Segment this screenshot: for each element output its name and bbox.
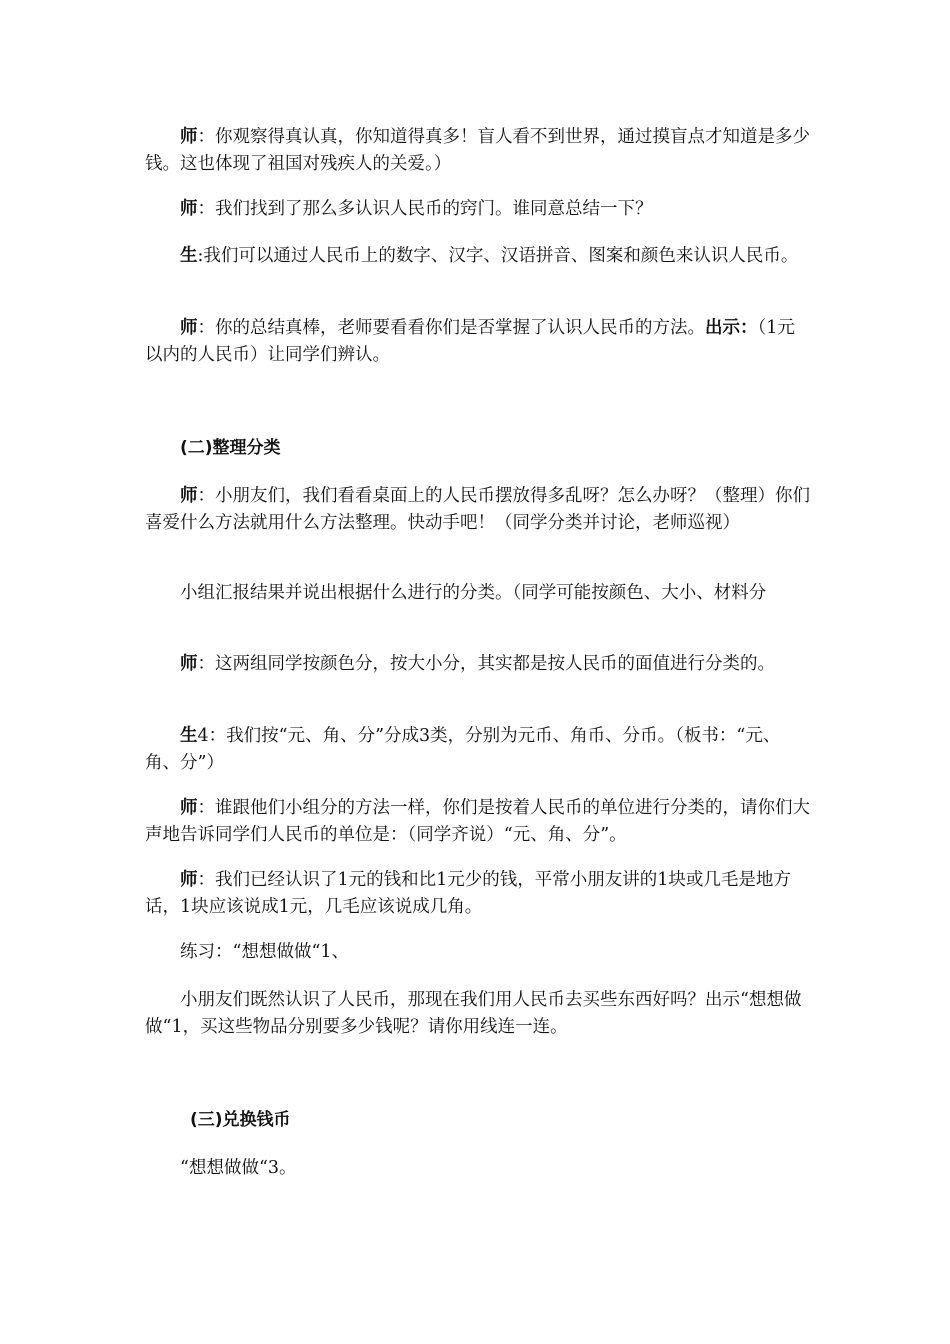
paragraph-text: ：你的总结真棒，老师要看看你们是否掌握了认识人民币的方法。 xyxy=(197,318,705,338)
paragraph-teacher-units xyxy=(145,795,810,849)
paragraph-text: :我们可以通过人民币上的数字、汉字、汉语拼音、图案和颜色来认识人民币。 xyxy=(197,246,799,266)
section-heading-3: (三)兑换钱币 xyxy=(190,1110,291,1130)
paragraph-exercise-3 xyxy=(145,1155,810,1182)
paragraph-text: ：我们找到了那么多认识人民币的窍门。谁同意总结一下？ xyxy=(197,199,653,219)
paragraph-text: 4：我们按“元、角、分”分成3类，分别为元币、角币、分币。（板书：“元、角、分”） xyxy=(145,726,781,773)
speaker-label: 生 xyxy=(180,726,198,746)
paragraph-text: 练习：“想想做做“1、 xyxy=(180,942,350,962)
paragraph-text: ：这两组同学按颜色分，按大小分，其实都是按人民币的面值进行分类的。 xyxy=(197,654,775,674)
paragraph-group-report xyxy=(145,580,810,607)
paragraph-text: ：我们已经认识了1元的钱和比1元少的钱，平常小朋友讲的1块或几毛是地方话，1块应该说成1元，几毛应该说成几角。 xyxy=(145,870,791,917)
paragraph-teacher-summary-question xyxy=(145,196,810,223)
paragraph-teacher-dialect xyxy=(145,867,810,921)
section-heading-2: (二)整理分类 xyxy=(180,438,281,458)
paragraph-student-summary xyxy=(145,243,810,270)
bold-label: 出示： xyxy=(705,318,758,338)
paragraph-text: ：谁跟他们小组分的方法一样，你们是按着人民币的单位进行分类的，请你们大声地告诉同学们人民币的单位是：（同学齐说）“元、角、分”。 xyxy=(145,798,810,845)
paragraph-student-units xyxy=(145,723,810,777)
speaker-label: 师 xyxy=(180,318,198,338)
paragraph-shopping xyxy=(145,987,810,1041)
paragraph-text: ：你观察得真认真，你知道得真多！盲人看不到世界，通过摸盲点才知道是多少钱。这也体现了祖国对残疾人的关爱。） xyxy=(145,127,810,174)
speaker-label: 师 xyxy=(180,798,198,818)
speaker-label: 师 xyxy=(180,654,198,674)
paragraph-text-rest: （1元以内的人民币）让同学们辨认。 xyxy=(145,318,795,365)
paragraph-exercise xyxy=(145,939,810,966)
speaker-label: 师 xyxy=(180,127,198,147)
paragraph-text: 小组汇报结果并说出根据什么进行的分类。（同学可能按颜色、大小、材料分 xyxy=(180,583,767,603)
speaker-label: 师 xyxy=(180,486,198,506)
paragraph-text: ：小朋友们，我们看看桌面上的人民币摆放得多乱呀？怎么办呀？（整理）你们喜爱什么方法就用什么方法整理。快动手吧！（同学分类并讨论，老师巡视） xyxy=(145,486,810,533)
speaker-label: 生 xyxy=(180,246,198,266)
paragraph-teacher-observation xyxy=(145,124,810,178)
paragraph-text: 小朋友们既然认识了人民币，那现在我们用人民币去买些东西好吗？出示“想想做做“1，买这些物品分别要多少钱呢？请你用线连一连。 xyxy=(145,990,802,1037)
speaker-label: 师 xyxy=(180,870,198,890)
paragraph-teacher-denomination xyxy=(145,651,810,678)
paragraph-text: “想想做做“3。 xyxy=(180,1158,297,1178)
paragraph-teacher-show xyxy=(145,315,810,369)
speaker-label: 师 xyxy=(180,199,198,219)
paragraph-teacher-sort xyxy=(145,483,810,537)
